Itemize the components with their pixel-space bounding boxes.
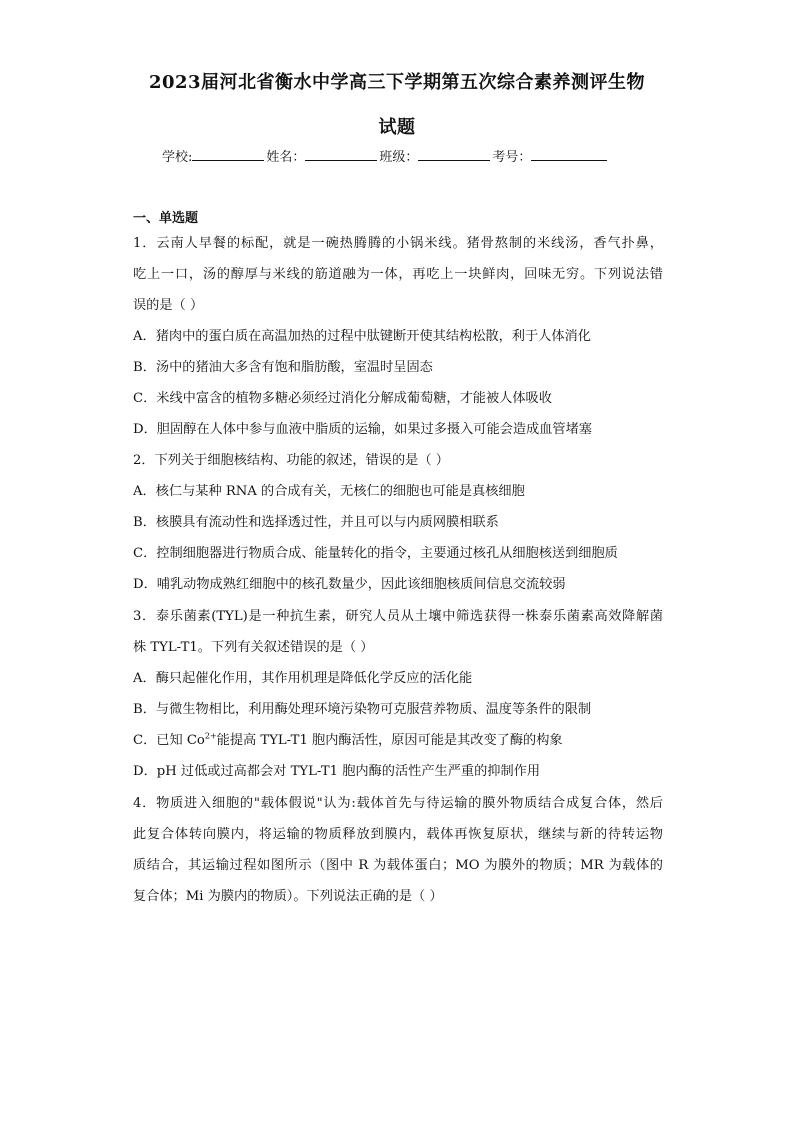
question-1-stem-line-1: 1．云南人早餐的标配，就是一碗热腾腾的小锅米线。猪骨熬制的米线汤，香气扑鼻， — [133, 236, 663, 251]
question-3-option-d: D．pH 过低或过高都会对 TYL-T1 胞内酶的活性产生严重的抑制作用 — [133, 764, 541, 779]
question-2-option-b: B．核膜具有流动性和选择透过性，并且可以与内质网膜相联系 — [133, 515, 499, 530]
question-2 — [133, 445, 663, 600]
question-3-stem-line-2: 株 TYL-T1。下列有关叙述错误的是（ ） — [133, 640, 374, 655]
question-2-option-a: A．核仁与某种 RNA 的合成有关，无核仁的细胞也可能是真核细胞 — [133, 484, 525, 499]
page-title: 2023届河北省衡水中学高三下学期第五次综合素养测评生物 — [148, 72, 646, 93]
question-4-stem-line-4: 复合体；Mi 为膜内的物质）。下列说法正确的是（ ） — [133, 889, 443, 904]
exam-number-blank[interactable] — [531, 146, 607, 161]
question-3-option-c — [133, 725, 663, 756]
question-3-option-c-start: C．已知 Co — [133, 733, 205, 748]
name-label: 姓名： — [266, 150, 306, 165]
question-1-option-b: B．汤中的猪油大多含有饱和脂肪酸，室温时呈固态 — [133, 360, 433, 375]
question-2-stem: 2．下列关于细胞核结构、功能的叙述，错误的是（ ） — [133, 453, 449, 468]
question-1-stem-line-3: 误的是（ ） — [133, 298, 204, 313]
school-label: 学校: — [162, 150, 193, 165]
question-4-stem-line-1: 4．物质进入细胞的"载体假说"认为:载体首先与待运输的膜外物质结合成复合体，然后 — [133, 796, 663, 811]
question-2-option-c: C．控制细胞器进行物质合成、能量转化的指令，主要通过核孔从细胞核送到细胞质 — [133, 546, 618, 561]
question-4-stem-line-3: 质结合，其运输过程如图所示（图中 R 为载体蛋白；MO 为膜外的物质；MR 为载体的 — [133, 858, 663, 873]
question-3 — [133, 601, 663, 787]
question-3-option-a: A．酶只起催化作用，其作用机理是降低化学反应的活化能 — [133, 671, 473, 686]
name-blank[interactable] — [305, 146, 377, 161]
class-label: 班级： — [379, 150, 419, 165]
exam-number-label: 考号： — [492, 150, 532, 165]
question-4 — [133, 788, 663, 912]
question-3-option-c-end: 能提高 TYL-T1 胞内酶活性，原因可能是其改变了酶的构象 — [216, 733, 563, 748]
class-blank[interactable] — [418, 146, 490, 161]
question-3-option-b: B．与微生物相比，利用酶处理环境污染物可克服营养物质、温度等条件的限制 — [133, 702, 592, 717]
question-3-stem-line-1: 3．泰乐菌素(TYL)是一种抗生素，研究人员从土壤中筛选获得一株泰乐菌素高效降解菌 — [133, 609, 663, 624]
question-1 — [133, 228, 663, 445]
page-title-continued: 试题 — [378, 117, 416, 138]
question-1-option-d: D．胆固醇在人体中参与血液中脂质的运输，如果过多摄入可能会造成血管堵塞 — [133, 422, 592, 437]
question-3-option-c-superscript: 2+ — [204, 731, 217, 741]
school-blank[interactable] — [192, 146, 264, 161]
question-1-stem-line-2: 吃上一口，汤的醇厚与米线的筋道融为一体，再吃上一块鲜肉，回味无穷。下列说法错 — [133, 267, 663, 282]
question-1-option-c: C．米线中富含的植物多糖必须经过消化分解成葡萄糖，才能被人体吸收 — [133, 391, 552, 406]
question-1-option-a: A．猪肉中的蛋白质在高温加热的过程中肽键断开使其结构松散，利于人体消化 — [133, 329, 591, 344]
question-2-option-d: D．哺乳动物成熟红细胞中的核孔数量少，因此该细胞核质间信息交流较弱 — [133, 577, 566, 592]
section-heading: 一、单选题 — [133, 211, 199, 226]
student-info-row — [162, 146, 609, 165]
question-4-stem-line-2: 此复合体转向膜内，将运输的物质释放到膜内，载体再恢复原状，继续与新的待转运物 — [133, 827, 663, 842]
